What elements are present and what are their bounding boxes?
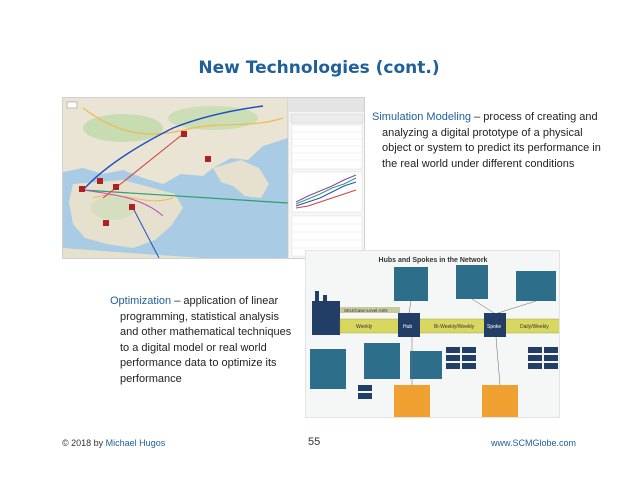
- hub-label: Hub: [403, 324, 413, 330]
- optimization-term: Optimization: [110, 295, 172, 307]
- band-label-weekly: Weekly: [356, 324, 373, 330]
- slide-title: New Technologies (cont.): [198, 58, 440, 78]
- copyright-text: © 2018 by: [62, 438, 106, 448]
- simulation-screenshot: [62, 97, 365, 259]
- page-number: 55: [308, 436, 321, 448]
- website-link[interactable]: www.SCMGlobe.com: [490, 438, 576, 448]
- simulation-definition-text: – process of creating and analyzing a digital prototype of a physical object or system to predict its performance in the real world under different conditions: [382, 111, 601, 170]
- footer-copyright: [62, 438, 165, 448]
- hubs-spokes-graphic: [306, 251, 560, 418]
- spoke-label: Spoke: [487, 324, 502, 330]
- optimization-definition: [110, 294, 295, 387]
- simulation-term: Simulation Modeling: [372, 111, 472, 123]
- band-label-biweekly: Bi-Weekly/Weekly: [434, 324, 475, 330]
- author-name: Michael Hugos: [105, 438, 166, 448]
- diagram-title: Hubs and Spokes in the Network: [378, 257, 488, 264]
- hubs-spokes-diagram: [305, 250, 560, 418]
- simulation-definition: [372, 110, 602, 172]
- optimization-definition-text: – application of linear programming, statistical analysis and other mathematical techniques to a digital model or real world performance data to optimize its performance: [120, 295, 292, 385]
- flow-label: SKU/Case-Level ASN: [344, 308, 388, 313]
- band-label-daily: Daily/Weekly: [520, 324, 549, 330]
- simulation-map-graphic: [63, 98, 365, 259]
